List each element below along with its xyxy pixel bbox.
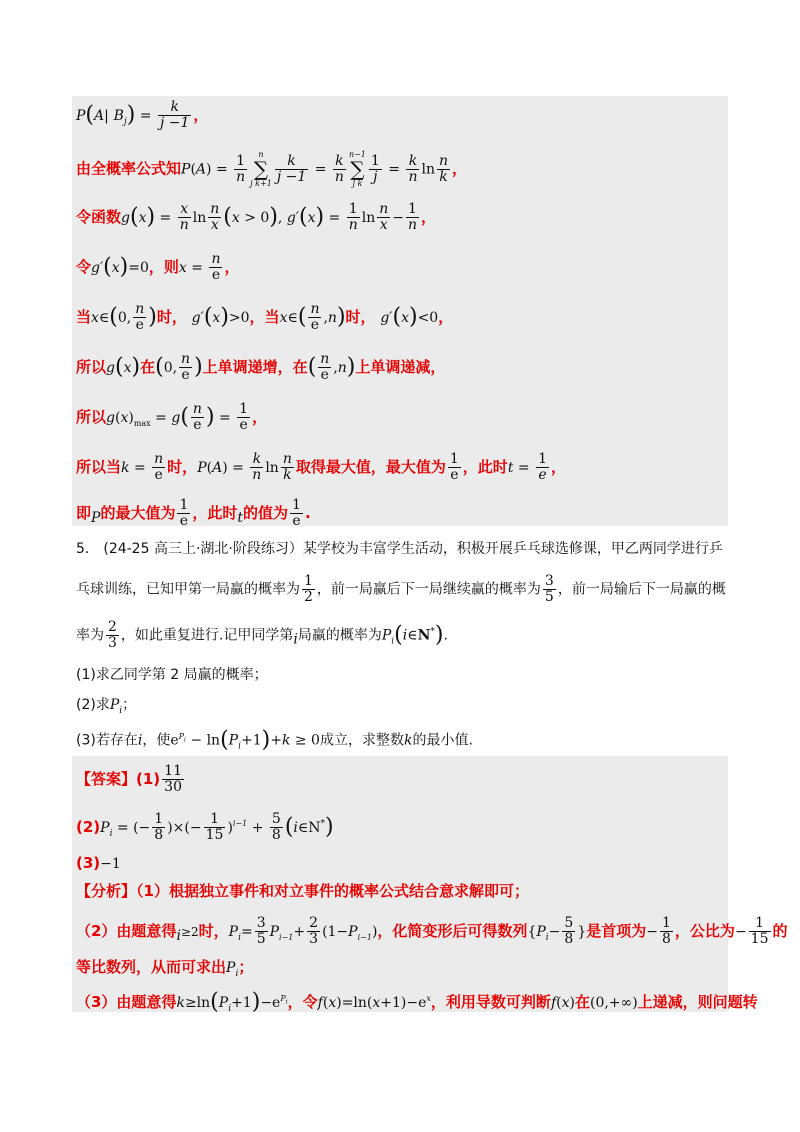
question-1: (1)求乙同学第 2 局赢的概率； — [76, 667, 268, 683]
solution-line-5: 当x∈(0, $\frac{n}{e}$ )时， g′(x)>0，当x∈( $\frac{n}{e}$ ,n)时， g′(x)<0， — [76, 301, 454, 333]
question-3: (3)若存在i，使$e^{P_i} - \ln(P_i+1)+k \ge 0$成立，求整数k的最小值. — [76, 727, 473, 753]
solution-line-1: P(A| $B_j$) = $\frac{k}{j -1}$ ， — [76, 99, 209, 131]
solution-line-3: 令函数g(x) = $\frac{x}{n}$ ln $\frac{n}{x}$ (x > 0), g′(x) = $\frac{1}{n}$ ln $\frac{n}{x}$ − $\frac{1}{n}$ ， — [76, 201, 437, 233]
problem-line-2: 乓球训练，已知甲第一局赢的概率为 $\frac{1}{2}$ ，前一局赢后下一局继续赢的概率为 $\frac{3}{5}$ ，前一局输后下一局赢的概 — [76, 573, 726, 605]
analysis-line-4: （3）由题意得$k\ge\ln(P_i+1)-e^{P_i}$，令$f(x)=\ln(x+1)-e^x$，利用导数可判断f(x)在(0,+∞)上递减，则问题转 — [76, 989, 758, 1015]
analysis-line-3: 等比数列，从而可求出$P_i$； — [76, 958, 254, 979]
problem-line-3: 率为 $\frac{2}{3}$ ，如此重复进行.记甲同学第$_i$局赢的概率为$P_i(i\in N^*)$. — [76, 619, 448, 651]
solution-line-7: 所以$g(x)_{max} = g$( $\frac{n}{e}$ ) = $\frac{1}{e}$ ， — [76, 401, 268, 433]
question-2: (2)求$P_i$； — [76, 697, 137, 716]
solution-line-6: 所以g(x)在(0, $\frac{n}{e}$ )上单调递增，在( $\frac{n}{e}$ ,n)上单调递减， — [76, 351, 446, 383]
analysis-line-1: 【分析】（1）根据独立事件和对立事件的概率公式结合意求解即可； — [76, 882, 529, 900]
fraction: $\frac{k}{j -1}$ — [159, 99, 190, 131]
solution-line-2: 由全概率公式知P(A) = $\frac{1}{n}$ n ∑ j k+1 $\frac{k}{j -1}$ = $\frac{k}{n}$ n−1 ∑ j k $\frac{1}{j}$ = $\frac{k}{n}$ ln $\frac{n}{k}$ ， — [76, 150, 468, 188]
solution-line-9: 即$_P$的最大值为 $\frac{1}{e}$ ，此时$_t$的值为 $\frac{1}{e}$ . — [76, 497, 311, 529]
solution-line-4: 令g′(x)=0，则x = $\frac{n}{e}$ ， — [76, 251, 240, 283]
answer-line-3: (3)−1 — [76, 854, 121, 872]
answer-line-1: 【答案】(1) $\frac{11}{30}$ — [76, 763, 182, 795]
solution-line-8: 所以当k = $\frac{n}{e}$ 时，P(A) = $\frac{k}{n}$ ln $\frac{n}{k}$ 取得最大值，最大值为 $\frac{1}{e}$ ，此时t = $\frac{1}{e}$ ， — [76, 451, 567, 483]
answer-line-2: $(2)P_i$ = (− $\frac{1}{8}$ )×(− $\frac{1}{15}$ )$^{i-1}$ + $\frac{5}{8}$ (i∈N*) — [76, 811, 334, 843]
analysis-line-2: （2）由题意得$_i$≥2时，$P_i=$ $\frac{3}{5}$ $P_{i-1}+$ $\frac{2}{3}$ $(1-P_{i-1})$，化简变形后可得数列{$P_i-$ $\frac{5}{8}$ }是首项为− $\frac{1}{8}$ ，公比为− $\frac{1}{15}$ 的 — [76, 915, 788, 947]
prob-expr: P — [76, 108, 86, 124]
problem-line-1: 5. (24-25 高三上·湖北·阶段练习）某学校为丰富学生活动，积极开展乒乓球选修课，甲乙两同学进行乒 — [76, 541, 723, 557]
